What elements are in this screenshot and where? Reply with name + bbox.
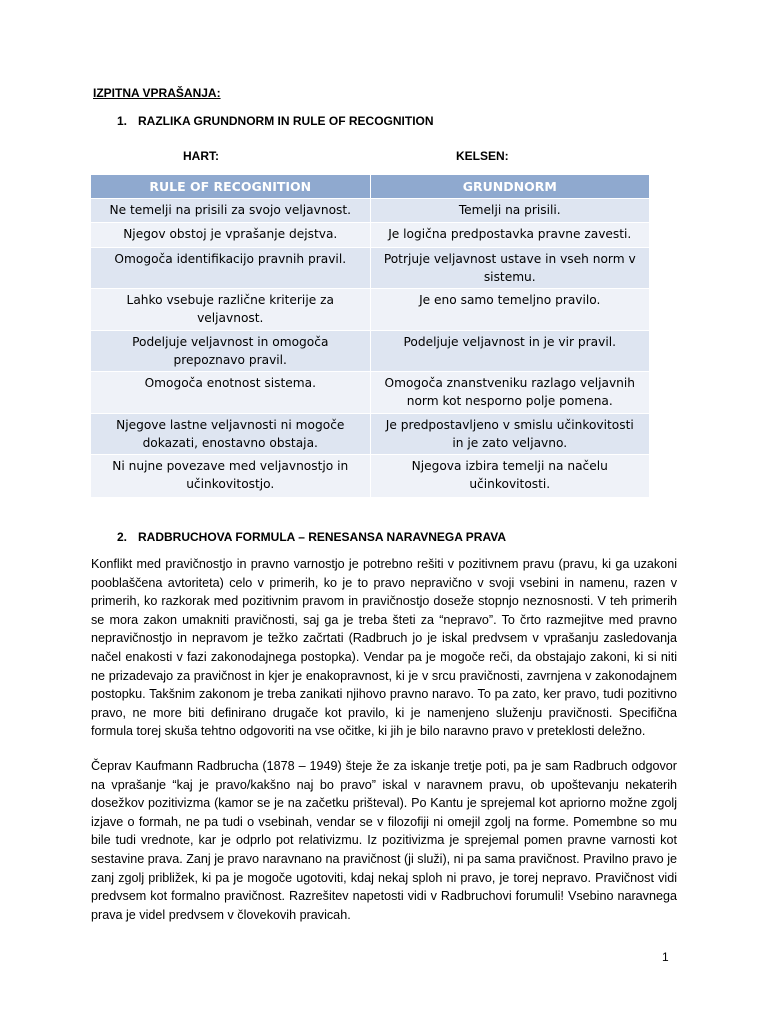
table-row: [91, 331, 649, 372]
body-paragraph-1: Konflikt med pravičnostjo in pravno varnostjo je potrebno rešiti v pozitivnem pravu (pravu, ki ga uzakoni pooblaščena avtoriteta) celo v primerih, ko je to pravo nepravično v svoji vsebini in namenu, razen v primerih, ko razkorak med pozitivnim pravom in pravičnostjo doseže stopnjo neznosnosti. V teh primerih se mora zakon umakniti pravičnosti, saj ga je treba šteti za “nepravo”. To črto razmejitve med pravno nepravičnostjo in nepravom je težko začrtati (Radbruch jo je iskal predvsem v vprašanju zasledovanja načel enakosti v fazi zakonodajnega postopka). Vendar pa je mogoče reči, da obstajajo zakoni, ki si niti ne prizadevajo za pravičnost in kjer je enakopravnost, ki je v srcu pravičnosti, zavrnjena v zakonodajnem postopku. Takšnim zakonom je treba zanikati njihovo pravno naravo. To pa zato, ker pravo, tudi pozitivno pravo, ne more biti definirano drugače kot pravilo, ki je namenjeno služenju pravičnosti. Specifična formula torej skuša tehtno odgovoriti na vse očitke, ki jih je bilo naravno pravo v preteklosti deležno.: [91, 557, 677, 739]
section-2-number: 2.: [117, 530, 128, 544]
table-cell: Je eno samo temeljno pravilo.: [370, 289, 649, 331]
section-2-title: RADBRUCHOVA FORMULA – RENESANSA NARAVNEGA PRAVA: [138, 530, 507, 544]
section-1-title: RAZLIKA GRUNDNORM IN RULE OF RECOGNITION: [138, 114, 434, 128]
table-cell: Lahko vsebuje različne kriterije za veljavnost.: [91, 289, 370, 331]
table-header-grundnorm: GRUNDNORM: [370, 175, 649, 199]
table-cell: Omogoča znanstveniku razlago veljavnih norm kot nesporno polje pomena.: [370, 372, 649, 414]
table-row: [91, 414, 649, 455]
table-cell: Ne temelji na prisili za svojo veljavnost.: [91, 199, 370, 223]
table-cell: Njegov obstoj je vprašanje dejstva.: [91, 223, 370, 248]
section-1-number: 1.: [117, 114, 128, 128]
table-cell: Omogoča enotnost sistema.: [91, 372, 370, 414]
page-number: 1: [662, 950, 669, 964]
table-cell: Temelji na prisili.: [370, 199, 649, 223]
table-cell: Je logična predpostavka pravne zavesti.: [370, 223, 649, 248]
table-row: [91, 199, 649, 223]
section-1-heading: [117, 114, 434, 128]
table-cell: Njegova izbira temelji na načelu učinkovitosti.: [370, 455, 649, 497]
table-cell: Je predpostavljeno v smislu učinkovitosti in je zato veljavno.: [370, 414, 649, 455]
document-title: IZPITNA VPRAŠANJA:: [93, 86, 221, 100]
table-cell: Podeljuje veljavnost in je vir pravil.: [370, 331, 649, 372]
comparison-table: [91, 175, 649, 497]
table-cell: Omogoča identifikacijo pravnih pravil.: [91, 248, 370, 289]
table-row: [91, 248, 649, 289]
table-cell: Njegove lastne veljavnosti ni mogoče dokazati, enostavno obstaja.: [91, 414, 370, 455]
table-cell: Podeljuje veljavnost in omogoča prepoznavo pravil.: [91, 331, 370, 372]
hart-label: HART:: [183, 149, 219, 163]
table-header-row: [91, 175, 649, 199]
table-cell: Potrjuje veljavnost ustave in vseh norm v sistemu.: [370, 248, 649, 289]
table-row: [91, 455, 649, 497]
kelsen-label: KELSEN:: [456, 149, 509, 163]
section-2-heading: [117, 530, 506, 544]
table-row: [91, 223, 649, 248]
table-row: [91, 289, 649, 331]
table-row: [91, 372, 649, 414]
table-cell: Ni nujne povezave med veljavnostjo in učinkovitostjo.: [91, 455, 370, 497]
table-header-rule-of-recognition: RULE OF RECOGNITION: [91, 175, 370, 199]
body-paragraph-2: Čeprav Kaufmann Radbrucha (1878 – 1949) šteje že za iskanje tretje poti, pa je sam Radbruch odgovor na vprašanje “kaj je pravo/kakšno naj bo pravo” iskal v naravnem pravu, ob upoštevanju nekaterih dosežkov pozitivizma (kamor se je na začetku prišteval). Po Kantu je sprejemal kot apriorno možne zgolj izjave o formah, ne pa tudi o vsebinah, vendar se v filozofiji ni omejil zgolj na forme. Pomembne so mu bile tudi vrednote, kar je odprlo pot relativizmu. Iz pozitivizma je sprejemal pomen pravne varnosti kot sestavine prava. Zanj je pravo naravnano na pravičnost (ji služi), ni pa sama pravičnost. Pravilno pravo je zanj zgolj približek, ki pa je mogoče ugotoviti, kdaj nekaj sploh ni pravo, je torej nepravo. Pravičnost vidi predvsem kot formalno pravičnost. Razrešitev napetosti vidi v Radbruchovi forumuli! Vsebino naravnega prava je videl predvsem v človekovih pravicah.: [91, 759, 677, 922]
